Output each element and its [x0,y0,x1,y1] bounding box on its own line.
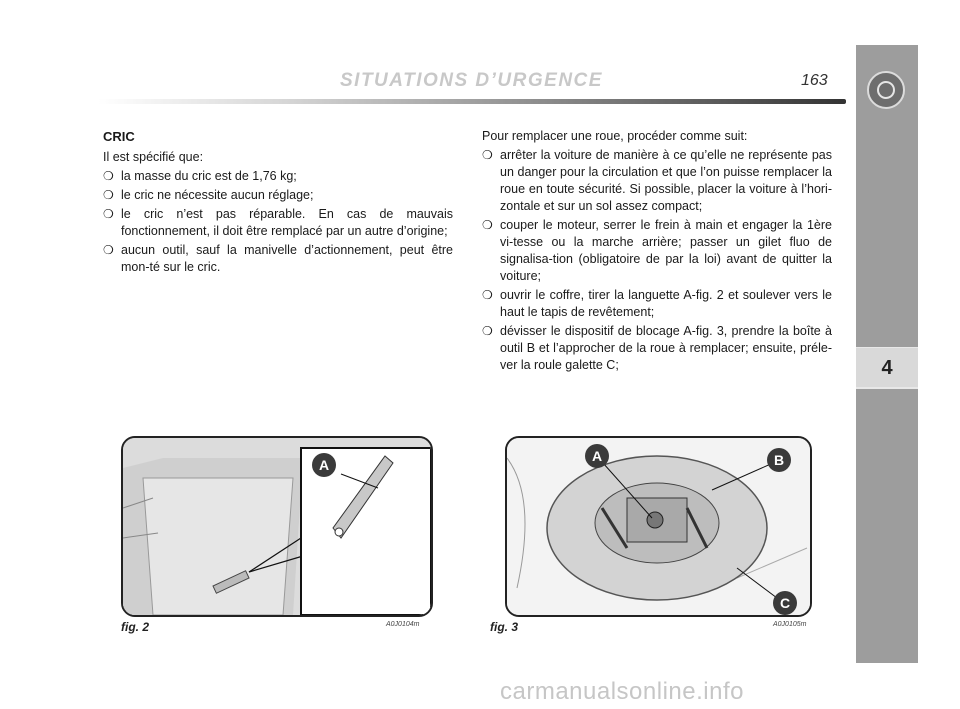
list-item: ❍ le cric ne nécessite aucun réglage; [103,187,453,204]
list-item: ❍ le cric n’est pas réparable. En cas de mauvais fonctionnement, il doit être remplacé par un autre d’origine; [103,206,453,240]
callout-a: A [318,457,330,473]
callout-c: C [779,595,791,611]
figure-code: A0J0104m [386,621,420,628]
right-column [482,128,832,376]
figure-3-illustration [505,436,812,617]
figure-caption: fig. 3 [490,620,519,634]
list-item: ❍ couper le moteur, serrer le frein à main et engager la 1ère vi-tesse ou la marche arrière; passer un gilet fluo de signalisa-tion (obligatoire de par la loi) avant de quitter la voiture; [482,217,832,285]
page-number: 163 [801,72,828,89]
left-column [103,128,453,278]
section-heading: CRIC [103,129,135,144]
spare-wheel-illustration [507,438,810,615]
brand-logo-icon [867,71,905,109]
list-item: ❍ ouvrir le coffre, tirer la languette A-fig. 2 et soulever vers le haut le tapis de revêtement; [482,287,832,321]
header-rule [98,99,846,104]
list-item: ❍ arrêter la voiture de manière à ce qu’elle ne représente pas un danger pour la circulation et que l’on puisse remplacer la roue en toute sécurité. Si possible, placer la voiture à l’hori-zontale et sur un sol assez compact; [482,147,832,215]
intro-text: Il est spécifié que: [103,150,204,164]
callout-a: A [591,448,603,464]
figure-caption: fig. 2 [121,620,150,634]
chapter-number: 4 [856,348,918,388]
list-item: ❍ dévisser le dispositif de blocage A-fig. 3, prendre la boîte à outil B et l’approcher de la roue à remplacer; ensuite, préle-ver la roule galette C; [482,323,832,374]
running-title: SITUATIONS D’URGENCE [340,70,603,91]
figure-code: A0J0105m [773,621,807,628]
intro-text: Pour remplacer une roue, procéder comme suit: [482,129,748,143]
trunk-floor-illustration [123,438,431,615]
figure-2-illustration [121,436,433,617]
sidebar-divider [856,387,918,389]
bullet-list [103,168,453,276]
list-item: ❍ la masse du cric est de 1,76 kg; [103,168,453,185]
bullet-list [482,147,832,374]
chapter-sidebar [856,45,918,663]
watermark: carmanualsonline.info [500,678,744,705]
list-item: ❍ aucun outil, sauf la manivelle d’actionnement, peut être mon-té sur le cric. [103,242,453,276]
callout-b: B [773,452,785,468]
